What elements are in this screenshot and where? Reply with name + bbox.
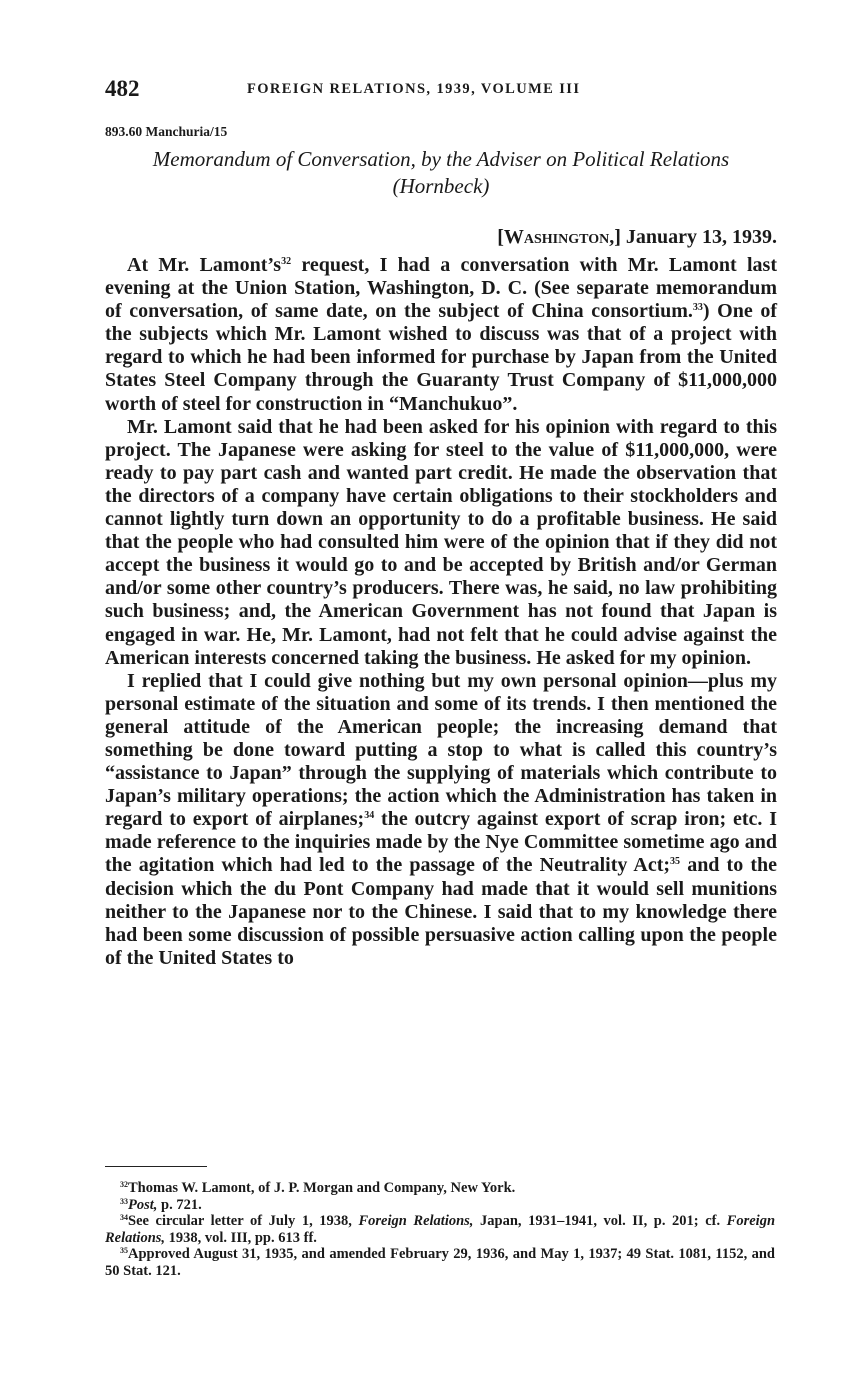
footnote-text: Thomas W. Lamont, of J. P. Morgan and Company, New York.: [128, 1180, 516, 1196]
footnote-text: Japan, 1931–1941, vol. II, p. 201; cf.: [480, 1213, 721, 1230]
footnote-ref-32: 32: [281, 256, 292, 267]
title-line-1: Memorandum of Conversation, by the Adviser on Political Relations: [152, 147, 730, 171]
footnote-text: 1938, vol. III, pp. 613 ff.: [168, 1229, 317, 1246]
title-line-2: (Hornbeck): [392, 174, 490, 198]
page-header: [105, 76, 775, 108]
file-number: 893.60 Manchuria/15: [105, 124, 228, 139]
memorandum-body: [105, 254, 777, 970]
footnote-34: [105, 1213, 775, 1246]
footnote-divider: [105, 1166, 207, 1167]
paragraph-2: Mr. Lamont said that he had been asked for his opinion with regard to this project. The Japanese were asking for steel to the value of $11,000,000, were ready to pay part cash and wanted part credit. He made the observation that the directors of a company have certain obligations to their stockholders and cannot lightly turn down an opportunity to do a profitable business. He said that the people who had consulted him were of the opinion that if they did not accept the business it would go to and be accepted by British and/or German and/or some other country’s producers. There was, he said, no law prohibiting such business; and, the American Government has not found that Japan is engaged in war. He, Mr. Lamont, had not felt that he could advise against the American interests concerned taking the business. He asked for my opinion.: [105, 415, 777, 669]
paragraph-1-text-a: At Mr. Lamont’s: [127, 254, 282, 276]
footnote-italic: Post,: [128, 1196, 158, 1213]
footnote-ref-33: 33: [692, 302, 703, 314]
dateline-place: Washington: [503, 226, 610, 248]
footnotes: [105, 1180, 775, 1280]
footnote-text: Approved August 31, 1935, and amended February 29, 1936, and May 1, 1937; 49 Stat. 1081, 1152, and 50 Stat. 121.: [105, 1246, 775, 1279]
footnote-ref-34: 34: [364, 810, 375, 822]
running-head: FOREIGN RELATIONS, 1939, VOLUME III: [247, 81, 581, 97]
paragraph-1: [105, 254, 777, 416]
document-title: [105, 146, 777, 200]
paragraph-3-text-a: I replied that I could give nothing but my own personal opinion—plus my personal estimate of the situation and some of its trends. I then mentioned the general attitude of the American people; the increasing demand that something be done toward putting a stop to what is called this country’s “assistance to Japan” through the supplying of materials which contribute to Japan’s military operations; the action which the Administration has taken in regard to export of airplanes;: [105, 669, 777, 831]
dateline: [105, 226, 777, 249]
footnote-text: See circular letter of July 1, 1938,: [128, 1213, 352, 1230]
paragraph-1-text-c: ) One of the subjects which Mr. Lamont wished to discuss was that of a project with regard to which he had been informed for purchase by Japan from the United States Steel Company through the Guaranty Trust Company of $11,000,000 worth of steel for construction in “Manchukuo”.: [105, 300, 777, 415]
footnote-32: [105, 1180, 775, 1197]
footnote-33: [105, 1197, 775, 1214]
dateline-date: January 13, 1939.: [625, 226, 777, 248]
footnote-mark: 33: [120, 1196, 128, 1206]
dateline-open-bracket: [: [497, 226, 504, 248]
paragraph-3-text-b: the outcry against export of scrap iron; etc. I made reference to the inquiries made by the Nye Committee sometime ago and the agitation which had led to the passage of the Neutrality Act;: [105, 808, 778, 877]
footnote-mark: 35: [120, 1246, 128, 1256]
footnote-35: [105, 1246, 775, 1279]
dateline-close: ,]: [609, 226, 621, 248]
footnote-mark: 34: [120, 1213, 128, 1223]
footnote-italic: Foreign Relations,: [105, 1213, 776, 1246]
footnote-mark: 32: [120, 1180, 128, 1189]
footnote-italic: Foreign Relations,: [358, 1213, 474, 1230]
paragraph-1-text-b: request, I had a conversation with Mr. Lamont last evening at the Union Station, Washington, D. C. (See separate memorandum of conversation, of same date, on the subject of China consortium.: [105, 254, 777, 323]
paragraph-3-text-c: and to the decision which the du Pont Company had made that it would sell munitions neither to the Japanese nor to the Chinese. I said that to my knowledge there had been some discussion of possible persuasive action calling upon the people of the United States to: [105, 854, 778, 969]
page-number: 482: [105, 76, 140, 101]
footnote-ref-35: 35: [670, 856, 681, 868]
paragraph-3: [105, 670, 777, 970]
footnote-text: p. 721.: [161, 1196, 202, 1213]
